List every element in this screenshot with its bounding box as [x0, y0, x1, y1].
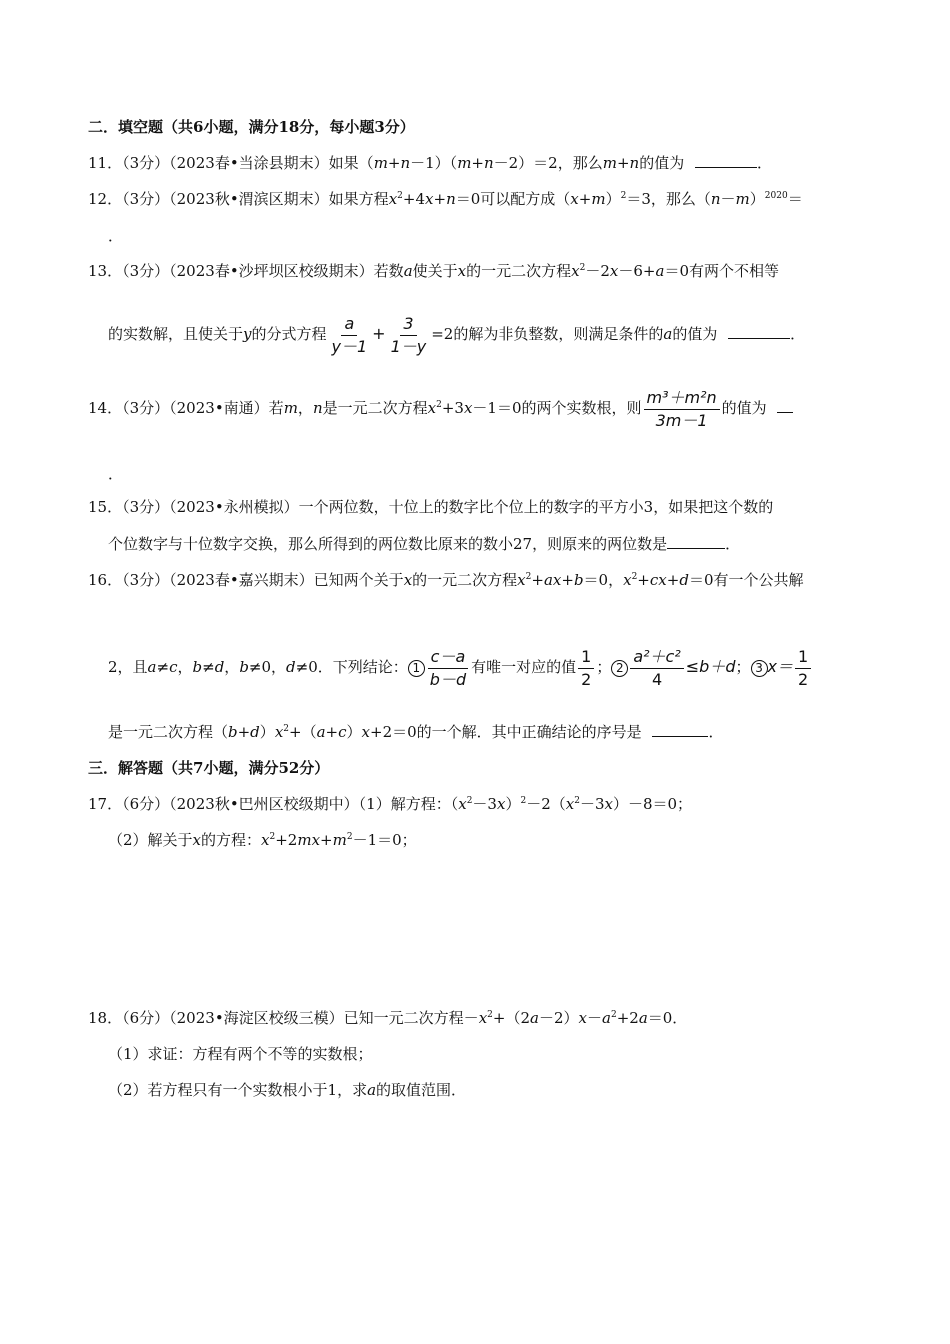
- question-15-line2: 个位数字与十位数字交换，那么所得到的两位数比原来的数小27，则原来的两位数是 ．: [108, 535, 741, 553]
- section-3-title: 三．解答题（共7小题，满分52分）: [88, 759, 330, 777]
- question-18-part2: （2）若方程只有一个实数根小于1，求a的取值范围．: [108, 1081, 467, 1099]
- question-15: 15．（3分）（2023•永州模拟）一个两位数，十位上的数字比个位上的数字的平方小3，如果把这个数的: [88, 498, 774, 516]
- question-14: 14．（3分）（2023•南通）若m，n是一元二次方程$x^2+3x-1=0$的两个实数根，则 $\frac{\text{m³＋m²n}}{3m-1}$ 的值为: [88, 386, 793, 430]
- question-12-end: ．: [108, 227, 124, 245]
- section-2-title: 二．填空题（共6小题，满分18分，每小题3分）: [88, 118, 415, 136]
- question-16-line3: 是一元二次方程$(b+d)x^2+(a+c)x+2=0$的一个解．其中正确结论的序号是 ．: [108, 723, 724, 741]
- fraction-a2-plus-c2-over-4: $\frac{\text{a²＋c²}}{4}$: [630, 648, 683, 689]
- question-13-line2: 的实数解，且使关于y的分式方程 $\frac{a}{y-1}$ + $\frac{3}{1-y}$ =2的解为非负整数，则满足条件的a的值为 ．: [108, 313, 806, 356]
- answer-blank: [652, 722, 708, 737]
- fraction-c-minus-a-over-b-minus-d: $\frac{c-a}{b-d}$: [427, 648, 469, 689]
- question-14-end: ．: [108, 465, 124, 483]
- question-12: 12．（3分）（2023秋•渭滨区期末）如果方程$x^2+4x+n=0$可以配方成$(x+m)^2=3$，那么$(n-m)^{2020}=$: [88, 190, 803, 208]
- question-16: 16．（3分）（2023春•嘉兴期末）已知两个关于x的一元二次方程$x^2+ax+b=0$，$x^2+cx+d=0$有一个公共解: [88, 571, 804, 589]
- fraction-m3-plus-m2n-over-3m-minus-1: $\frac{\text{m³＋m²n}}{3m-1}$: [644, 389, 720, 430]
- question-17: 17．（6分）（2023秋•巴州区校级期中）（1）解方程：$(x^2-3x)^2-2(x^2-3x)-8=0$；: [88, 795, 693, 813]
- answer-blank: [728, 324, 790, 339]
- question-18: 18．（6分）（2023•海淀区校级三模）已知一元二次方程$-x^2+(2a-2)x-a^2+2a=0$．: [88, 1009, 688, 1027]
- circled-number-2: 2: [611, 660, 628, 677]
- question-17-part2: （2）解关于x的方程：$x^2+2mx+m^2-1=0$；: [108, 831, 417, 849]
- question-16-line2: 2，且a≠c，b≠d，b≠0，d≠0．下列结论： 1 $\frac{c-a}{b-d}$ 有唯一对应的值 $\frac{1}{2}$ ； 2 $\frac{\text{a²＋c²}}{4}$ ≤b＋d； 3 x＝ $\frac{1}{2}$: [108, 645, 813, 689]
- answer-blank: [777, 398, 793, 413]
- answer-blank: [695, 153, 757, 168]
- question-11: 11．（3分）（2023春•当涂县期末）如果（m+n－1）（m+n－2）＝2，那么m+n的值为 ．: [88, 154, 772, 172]
- fraction-3-over-1-minus-y: $\frac{3}{1-y}$: [390, 313, 427, 356]
- fraction-one-half: $\frac{1}{2}$: [795, 648, 811, 689]
- circled-number-1: 1: [408, 660, 425, 677]
- answer-blank: [667, 534, 725, 549]
- question-18-part1: （1）求证：方程有两个不等的实数根；: [108, 1045, 373, 1063]
- fraction-a-over-y-minus-1: $\frac{a}{y-1}$: [331, 313, 368, 356]
- circled-number-3: 3: [751, 660, 768, 677]
- fraction-one-half: $\frac{1}{2}$: [578, 648, 594, 689]
- question-13: 13．（3分）（2023春•沙坪坝区校级期末）若数a使关于x的一元二次方程$x^2-2x-6+a=0$有两个不相等: [88, 262, 779, 280]
